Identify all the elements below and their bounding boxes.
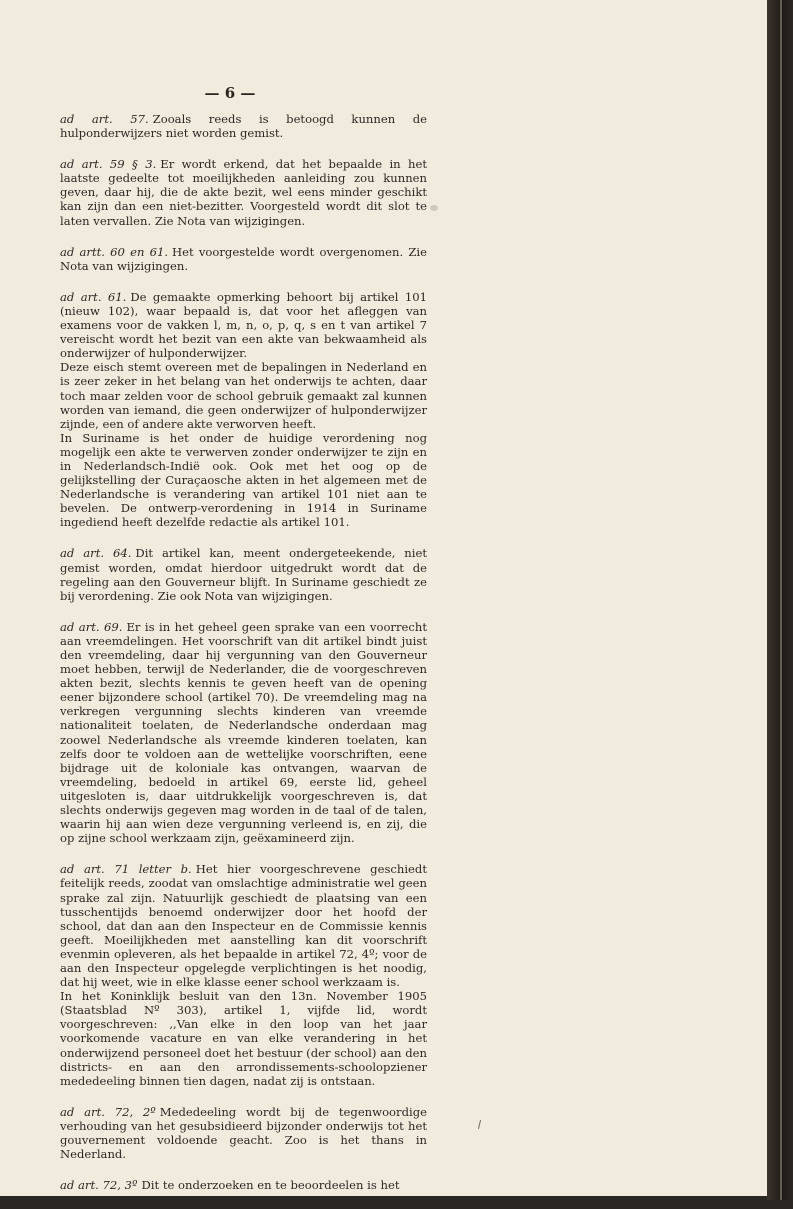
paragraph-art-72-3 (60, 1178, 427, 1192)
spine-edge (780, 0, 782, 1200)
paragraph-text: Er wordt erkend, dat het bepaalde in het laatste gedeelte tot moeilijkheden aanleiding zou kunnen geven, daar hij, die de akte bezit, wel eens minder geschikt kan zijn dan een niet-bezitter. Voorgesteld wordt dit slot te laten vervallen. Zie Nota van wijzigingen. (60, 157, 427, 228)
paragraph-text: De gemaakte opmerking behoort bij artikel 101 (nieuw 102), waar bepaald is, dat voor het afleggen van examens voor de vakken l, m, n, o, p, q, s en t van artikel 7 vereischt wordt het bezit van een akte van bekwaamheid als onderwijzer of hulponderwijzer. (60, 289, 427, 361)
paragraph-text: Dit artikel kan, meent ondergeteekende, niet gemist worden, omdat hierdoor uitgedrukt wordt dat de regeling aan den Gouverneur blijft. In Suriname geschiedt ze bij verordening. Zie ook Nota van wijzigingen. (60, 546, 427, 603)
paragraph-art-61 (60, 290, 427, 530)
paragraph-art-69 (60, 620, 427, 846)
paragraph-text: Het voorgestelde wordt overgenomen. Zie Nota van wijzigingen. (60, 244, 427, 273)
page-number: — 6 — (204, 84, 256, 102)
article-label: ad art. 57. (60, 112, 149, 126)
paragraph-text: Er is in het geheel geen sprake van een voorrecht aan vreemdelingen. Het voorschrift van dit artikel bindt juist den vreemdeling, daar hij vergunning van den Gouverneur moet hebben, terwijl de Nederlander, die de voorgeschreven akten bezit, slechts kennis te geven heeft van de opening eener bijzondere school (artikel 70). De vreemdeling mag na verkregen vergunning slechts kinderen van vreemde nationaliteit toelaten, de Nederlandsche onderdaan mag zoowel Nederlandsche als vreemde kinderen toelaten, kan zelfs door te voldoen aan de wettelijke voorschriften, eene bijdrage uit de koloniale kas ontvangen, waarvan de vreemdeling, bedoeld in artikel 69, eerste lid, geheel uitgesloten is, daar uitdrukkelijk voorgeschreven is, dat slechts onderwijs gegeven mag worden in de taal of de talen, waarin hij aan wien deze vergunning verleend is, en zij, die op zijne school werkzaam zijn, geëxamineerd zijn. (60, 619, 427, 846)
paragraph-text: Mededeeling wordt bij de tegenwoordige verhouding van het gesubsidieerd bijzonder onderwijs tot het gouvernement voldoende geacht. Zoo is het thans in Nederland. (60, 1104, 427, 1162)
paragraph-continuation: In het Koninklijk besluit van den 13n. November 1905 (Staatsblad Nº 303), artikel 1, vijfde lid, wordt voorgeschreven: ,,Van elke in den loop van het jaar voorkomende vacature en van elke verandering in het onderwijzend personeel doet het bestuur (der school) aan den districts- en aan den arrondissements-schoolopziener mededeeling binnen tien dagen, nadat zij is ontstaan. (60, 989, 427, 1088)
article-label: ad art. 72, 2º (60, 1104, 156, 1119)
paper-speck (430, 205, 438, 211)
paragraph-art-71 (60, 862, 427, 1088)
paragraph-continuation: In Suriname is het onder de huidige verordening nog mogelijk een akte te verwerven zonder onderwijzer te zijn en in Nederlandsch-Indië ook. Ook met het oog op de gelijkstelling der Curaçaosche akten in het algemeen met de Nederlandsche is verandering van artikel 101 niet aan te bevelen. De ontwerp-verordening in 1914 in Suriname ingediend heeft dezelfde redactie als artikel 101. (60, 430, 427, 530)
article-label: ad art. 72, 3º (60, 1178, 138, 1193)
paragraph-art-72-2 (60, 1105, 427, 1161)
article-label: ad artt. 60 en 61. (60, 244, 169, 259)
body-text (60, 112, 427, 1209)
paragraph-art-60-61 (60, 245, 427, 273)
article-label: ad art. 61. (60, 289, 127, 304)
paragraph-text: Het hier voorgeschrevene geschiedt feitelijk reeds, zoodat van omslachtige administratie wel geen sprake zal zijn. Natuurlijk geschiedt de plaatsing van een tusschentijds benoemd onderwijzer door het hoofd der school, dat dan aan den Inspecteur en de Commissie kennis geeft. Moeilijkheden met aanstelling kan dit voorschrift evenmin opleveren, als het bepaalde in artikel 72, 4º; voor de aan den Inspecteur opgelegde verplichtingen is het noodig, dat hij weet, wie in elke klasse eener school werkzaam is. (60, 862, 428, 990)
paragraph-continuation: Deze eisch stemt overeen met de bepalingen in Nederland en is zeer zeker in het belang van het onderwijs te achten, daar toch maar zelden voor de school gebruik gemaakt zal kunnen worden van iemand, die geen onderwijzer of hulponderwijzer zijnde, een of andere akte verworven heeft. (60, 360, 427, 431)
paragraph-text: Zooals reeds is betoogd kunnen de hulponderwijzers niet worden gemist. (60, 112, 427, 141)
article-label: ad art. 59 § 3. (60, 157, 157, 172)
article-label: ad art. 69. (60, 619, 123, 634)
paragraph-art-57 (60, 112, 427, 140)
paragraph-art-64 (60, 546, 427, 602)
article-label: ad art. 71 letter b. (60, 862, 192, 877)
paragraph-text: Dit te onderzoeken en te beoordeelen is het (141, 1178, 400, 1193)
paragraph-art-59 (60, 157, 427, 227)
pencil-mark (478, 1120, 481, 1129)
article-label: ad art. 64. (60, 546, 132, 561)
